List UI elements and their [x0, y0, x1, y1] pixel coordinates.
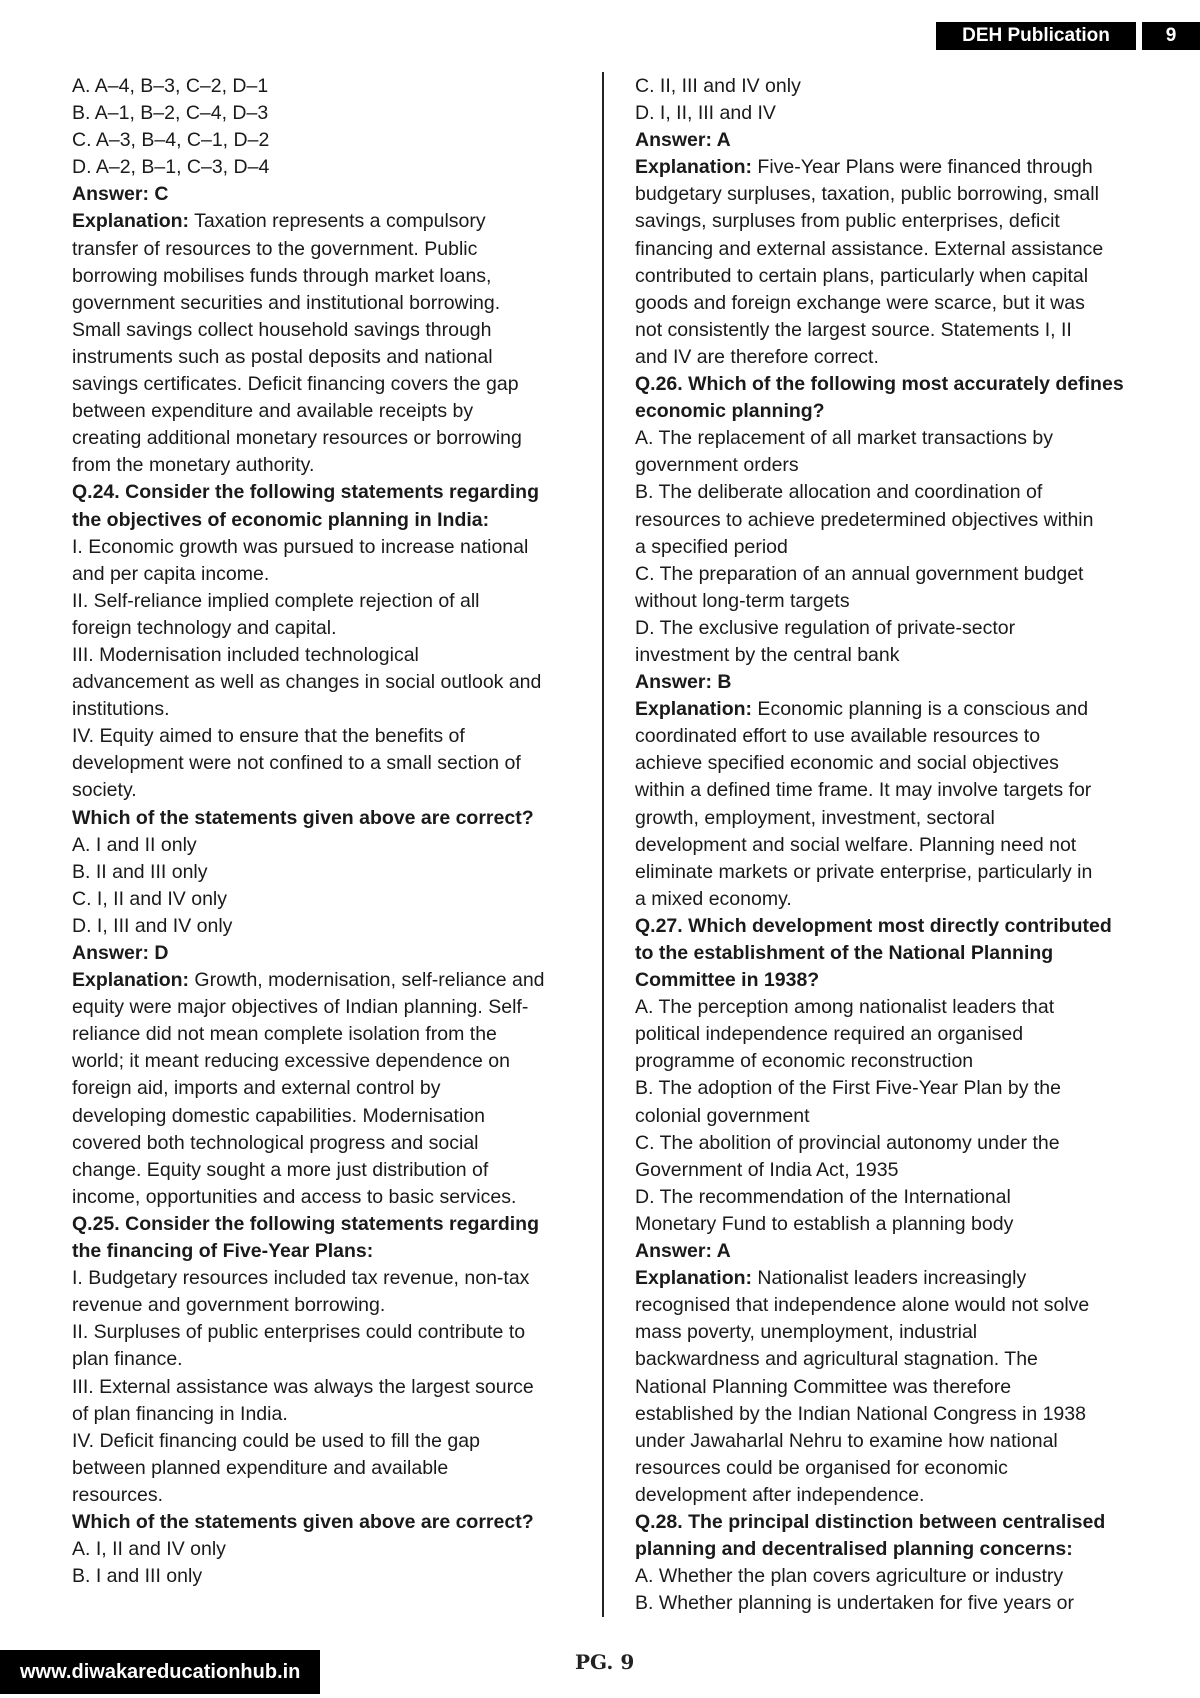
text-line: [72, 1482, 572, 1509]
text-line: [635, 1211, 1155, 1238]
text-line: [635, 913, 1155, 940]
line-text: A. The replacement of all market transactions by: [635, 427, 1054, 450]
line-text: Q.24. Consider the following statements regarding: [72, 481, 539, 504]
text-line: [635, 669, 1155, 696]
line-text: world; it meant reducing excessive dependence on: [72, 1050, 510, 1073]
explanation-label: Explanation:: [635, 698, 753, 721]
line-text: Economic planning is a conscious and: [752, 698, 1089, 721]
text-line: [72, 1563, 572, 1590]
line-text: D. The exclusive regulation of private-sector: [635, 616, 1016, 639]
line-text: Government of India Act, 1935: [635, 1158, 899, 1181]
text-line: [72, 154, 572, 181]
line-text: of plan financing in India.: [72, 1402, 288, 1425]
line-text: coordinated effort to use available resources to: [635, 725, 1041, 748]
text-line: [635, 1048, 1155, 1075]
line-text: B. I and III only: [72, 1565, 203, 1588]
text-line: [635, 1184, 1155, 1211]
text-line: [635, 507, 1155, 534]
line-text: change. Equity sought a more just distribution of: [72, 1158, 489, 1181]
text-line: [635, 642, 1155, 669]
explanation-label: Explanation:: [635, 156, 753, 179]
text-line: [635, 588, 1155, 615]
line-text: institutions.: [72, 698, 170, 721]
line-text: investment by the central bank: [635, 643, 900, 666]
line-text: Answer: B: [635, 671, 732, 694]
text-line: [72, 181, 572, 208]
text-line: [72, 561, 572, 588]
line-text: D. The recommendation of the International: [635, 1185, 1011, 1208]
text-line: [72, 317, 572, 344]
line-text: III. Modernisation included technological: [72, 643, 419, 666]
line-text: achieve specified economic and social objectives: [635, 752, 1059, 775]
text-line: [635, 832, 1155, 859]
text-line: [635, 208, 1155, 235]
text-line: [635, 1536, 1155, 1563]
line-text: A. The perception among nationalist leaders that: [635, 996, 1055, 1019]
text-line: [635, 154, 1155, 181]
text-line: [72, 1157, 572, 1184]
line-text: Taxation represents a compulsory: [189, 210, 486, 233]
text-line: [72, 263, 572, 290]
line-text: and per capita income.: [72, 562, 270, 585]
text-line: [635, 1130, 1155, 1157]
text-line: [635, 1319, 1155, 1346]
line-text: foreign aid, imports and external control by: [72, 1077, 441, 1100]
text-line: [635, 561, 1155, 588]
line-text: programme of economic reconstruction: [635, 1050, 974, 1073]
line-text: I. Economic growth was pursued to increase national: [72, 535, 529, 558]
text-line: [635, 750, 1155, 777]
line-text: Small savings collect household savings through: [72, 318, 492, 341]
text-line: [635, 723, 1155, 750]
text-line: [635, 940, 1155, 967]
text-line: [72, 371, 572, 398]
line-text: government orders: [635, 454, 799, 477]
line-text: Five-Year Plans were financed through: [752, 156, 1093, 179]
text-line: [635, 398, 1155, 425]
line-text: equity were major objectives of Indian planning. Self-: [72, 996, 529, 1019]
line-text: C. The preparation of an annual government budget: [635, 562, 1084, 585]
right-column: [635, 73, 1155, 1617]
line-text: Q.26. Which of the following most accurately defines: [635, 373, 1124, 396]
text-line: [635, 371, 1155, 398]
text-line: [635, 452, 1155, 479]
line-text: eliminate markets or private enterprise, particularly in: [635, 860, 1093, 883]
text-line: [72, 642, 572, 669]
text-line: [72, 1130, 572, 1157]
text-line: [635, 1238, 1155, 1265]
text-line: [635, 181, 1155, 208]
text-line: [635, 263, 1155, 290]
line-text: covered both technological progress and social: [72, 1131, 479, 1154]
text-line: [635, 1482, 1155, 1509]
text-line: [635, 805, 1155, 832]
line-text: A. A–4, B–3, C–2, D–1: [72, 75, 269, 97]
left-column: [72, 73, 572, 1590]
line-text: borrowing mobilises funds through market loans,: [72, 264, 492, 287]
text-line: [635, 1509, 1155, 1536]
line-text: plan finance.: [72, 1348, 183, 1371]
text-line: [72, 913, 572, 940]
footer-page-label: PG. 9: [575, 1650, 635, 1674]
line-text: C. The abolition of provincial autonomy under the: [635, 1131, 1060, 1154]
text-line: [72, 1401, 572, 1428]
line-text: advancement as well as changes in social outlook and: [72, 671, 542, 694]
column-divider: [602, 72, 604, 1617]
text-line: [635, 859, 1155, 886]
text-line: [72, 1319, 572, 1346]
line-text: Nationalist leaders increasingly: [752, 1267, 1027, 1290]
text-line: [72, 696, 572, 723]
line-text: Committee in 1938?: [635, 969, 820, 992]
text-line: [72, 1184, 572, 1211]
line-text: contributed to certain plans, particularly when capital: [635, 264, 1089, 287]
line-text: B. A–1, B–2, C–4, D–3: [72, 102, 269, 125]
line-text: D. I, II, III and IV: [635, 102, 776, 125]
text-line: [72, 208, 572, 235]
line-text: D. A–2, B–1, C–3, D–4: [72, 156, 270, 179]
line-text: D. I, III and IV only: [72, 914, 233, 937]
text-line: [72, 507, 572, 534]
text-line: [72, 1211, 572, 1238]
line-text: Q.25. Consider the following statements regarding: [72, 1212, 539, 1235]
text-line: [72, 1292, 572, 1319]
line-text: the objectives of economic planning in India:: [72, 508, 490, 531]
line-text: financing and external assistance. External assistance: [635, 237, 1104, 260]
line-text: C. II, III and IV only: [635, 75, 801, 97]
line-text: recognised that independence alone would not solve: [635, 1294, 1090, 1317]
text-line: [72, 1536, 572, 1563]
text-line: [72, 1346, 572, 1373]
line-text: resources to achieve predetermined objectives within: [635, 508, 1094, 531]
text-line: [635, 317, 1155, 344]
page-header: [936, 22, 1200, 50]
text-line: [635, 1401, 1155, 1428]
text-line: [72, 100, 572, 127]
line-text: B. The adoption of the First Five-Year Plan by the: [635, 1077, 1061, 1100]
line-text: National Planning Committee was therefore: [635, 1375, 1012, 1398]
line-text: transfer of resources to the government. Public: [72, 237, 478, 260]
line-text: political independence required an organised: [635, 1023, 1024, 1046]
text-line: [635, 73, 1155, 100]
text-line: [635, 967, 1155, 994]
line-text: creating additional monetary resources or borrowing: [72, 427, 522, 450]
line-text: mass poverty, unemployment, industrial: [635, 1321, 978, 1344]
text-line: [635, 994, 1155, 1021]
text-line: [72, 886, 572, 913]
text-line: [635, 1563, 1155, 1590]
text-line: [72, 1048, 572, 1075]
line-text: a mixed economy.: [635, 887, 792, 910]
line-text: reliance did not mean complete isolation from the: [72, 1023, 497, 1046]
line-text: I. Budgetary resources included tax revenue, non-tax: [72, 1267, 530, 1290]
line-text: Answer: D: [72, 942, 169, 964]
line-text: Monetary Fund to establish a planning body: [635, 1212, 1014, 1235]
text-line: [72, 588, 572, 615]
line-text: Answer: A: [635, 129, 731, 152]
line-text: development and social welfare. Planning need not: [635, 833, 1077, 856]
text-line: [72, 994, 572, 1021]
line-text: II. Surpluses of public enterprises could contribute to: [72, 1321, 526, 1344]
text-line: [635, 1455, 1155, 1482]
text-line: [72, 1103, 572, 1130]
explanation-label: Explanation:: [72, 969, 190, 992]
line-text: instruments such as postal deposits and national: [72, 345, 493, 368]
line-text: foreign technology and capital.: [72, 616, 337, 639]
line-text: without long-term targets: [635, 589, 850, 612]
explanation-label: Explanation:: [635, 1267, 753, 1290]
line-text: IV. Deficit financing could be used to fill the gap: [72, 1429, 480, 1452]
line-text: development after independence.: [635, 1483, 925, 1506]
text-line: [635, 1157, 1155, 1184]
line-text: between planned expenditure and available: [72, 1456, 449, 1479]
line-text: Q.28. The principal distinction between centralised: [635, 1510, 1106, 1533]
line-text: backwardness and agricultural stagnation. The: [635, 1348, 1038, 1371]
line-text: A. I, II and IV only: [72, 1538, 226, 1561]
text-line: [635, 425, 1155, 452]
text-line: [72, 723, 572, 750]
line-text: IV. Equity aimed to ensure that the benefits of: [72, 725, 465, 748]
text-line: [72, 534, 572, 561]
line-text: C. I, II and IV only: [72, 887, 227, 910]
line-text: savings, surpluses from public enterprises, deficit: [635, 210, 1060, 233]
line-text: B. II and III only: [72, 860, 208, 883]
line-text: Answer: A: [635, 1240, 731, 1263]
text-line: [635, 479, 1155, 506]
line-text: the financing of Five-Year Plans:: [72, 1240, 374, 1263]
text-line: [72, 127, 572, 154]
text-line: [72, 859, 572, 886]
line-text: B. Whether planning is undertaken for five years or: [635, 1592, 1074, 1615]
text-line: [72, 1428, 572, 1455]
line-text: developing domestic capabilities. Modernisation: [72, 1104, 485, 1127]
text-line: [72, 669, 572, 696]
text-line: [635, 1265, 1155, 1292]
line-text: II. Self-reliance implied complete rejection of all: [72, 589, 480, 612]
text-line: [72, 1075, 572, 1102]
website-link[interactable]: www.diwakareducationhub.in: [0, 1650, 320, 1694]
line-text: and IV are therefore correct.: [635, 345, 879, 368]
line-text: between expenditure and available receipts by: [72, 400, 474, 423]
text-line: [72, 73, 572, 100]
text-line: [72, 1374, 572, 1401]
line-text: planning and decentralised planning concerns:: [635, 1538, 1073, 1561]
text-line: [635, 100, 1155, 127]
line-text: resources.: [72, 1483, 164, 1506]
line-text: a specified period: [635, 535, 788, 558]
line-text: budgetary surpluses, taxation, public borrowing, small: [635, 183, 1099, 206]
text-line: [72, 452, 572, 479]
line-text: Q.27. Which development most directly contributed: [635, 914, 1112, 937]
text-line: [72, 940, 572, 967]
line-text: A. Whether the plan covers agriculture or industry: [635, 1565, 1064, 1588]
line-text: colonial government: [635, 1104, 810, 1127]
line-text: A. I and II only: [72, 833, 197, 856]
text-line: [72, 398, 572, 425]
line-text: B. The deliberate allocation and coordination of: [635, 481, 1043, 504]
line-text: revenue and government borrowing.: [72, 1294, 386, 1317]
text-line: [635, 534, 1155, 561]
line-text: Growth, modernisation, self-reliance and: [189, 969, 545, 992]
text-line: [635, 290, 1155, 317]
line-text: established by the Indian National Congress in 1938: [635, 1402, 1086, 1425]
text-line: [72, 750, 572, 777]
line-text: III. External assistance was always the largest source: [72, 1375, 534, 1398]
text-line: [635, 1590, 1155, 1617]
line-text: to the establishment of the National Planning: [635, 942, 1054, 964]
line-text: government securities and institutional borrowing.: [72, 291, 501, 314]
text-line: [635, 1292, 1155, 1319]
text-line: [72, 805, 572, 832]
line-text: goods and foreign exchange were scarce, but it was: [635, 291, 1085, 314]
line-text: economic planning?: [635, 400, 825, 423]
line-text: resources could be organised for economic: [635, 1456, 1008, 1479]
text-line: [72, 425, 572, 452]
page-number: 9: [1142, 22, 1200, 50]
text-line: [72, 479, 572, 506]
text-line: [635, 236, 1155, 263]
text-line: [72, 1265, 572, 1292]
text-line: [72, 967, 572, 994]
line-text: under Jawaharlal Nehru to examine how national: [635, 1429, 1058, 1452]
text-line: [635, 1103, 1155, 1130]
line-text: development were not confined to a small section of: [72, 752, 521, 775]
text-line: [72, 1509, 572, 1536]
text-line: [72, 777, 572, 804]
text-line: [72, 832, 572, 859]
text-line: [72, 344, 572, 371]
text-line: [635, 344, 1155, 371]
line-text: from the monetary authority.: [72, 454, 315, 477]
text-line: [635, 127, 1155, 154]
text-line: [635, 696, 1155, 723]
explanation-label: Explanation:: [72, 210, 190, 233]
line-text: Which of the statements given above are correct?: [72, 806, 534, 829]
text-line: [635, 1021, 1155, 1048]
line-text: within a defined time frame. It may involve targets for: [635, 779, 1092, 802]
line-text: society.: [72, 779, 137, 802]
line-text: Answer: C: [72, 183, 169, 206]
line-text: not consistently the largest source. Statements I, II: [635, 318, 1072, 341]
text-line: [72, 1238, 572, 1265]
text-line: [72, 1021, 572, 1048]
text-line: [635, 886, 1155, 913]
line-text: Which of the statements given above are correct?: [72, 1510, 534, 1533]
line-text: growth, employment, investment, sectoral: [635, 806, 995, 829]
text-line: [635, 1374, 1155, 1401]
text-line: [72, 236, 572, 263]
text-line: [72, 290, 572, 317]
line-text: income, opportunities and access to basic services.: [72, 1185, 517, 1208]
text-line: [635, 1428, 1155, 1455]
text-line: [635, 615, 1155, 642]
text-line: [635, 777, 1155, 804]
line-text: C. A–3, B–4, C–1, D–2: [72, 129, 270, 152]
text-line: [635, 1346, 1155, 1373]
text-line: [72, 1455, 572, 1482]
text-line: [72, 615, 572, 642]
publication-label: DEH Publication: [936, 22, 1136, 50]
text-line: [635, 1075, 1155, 1102]
line-text: savings certificates. Deficit financing covers the gap: [72, 373, 519, 396]
